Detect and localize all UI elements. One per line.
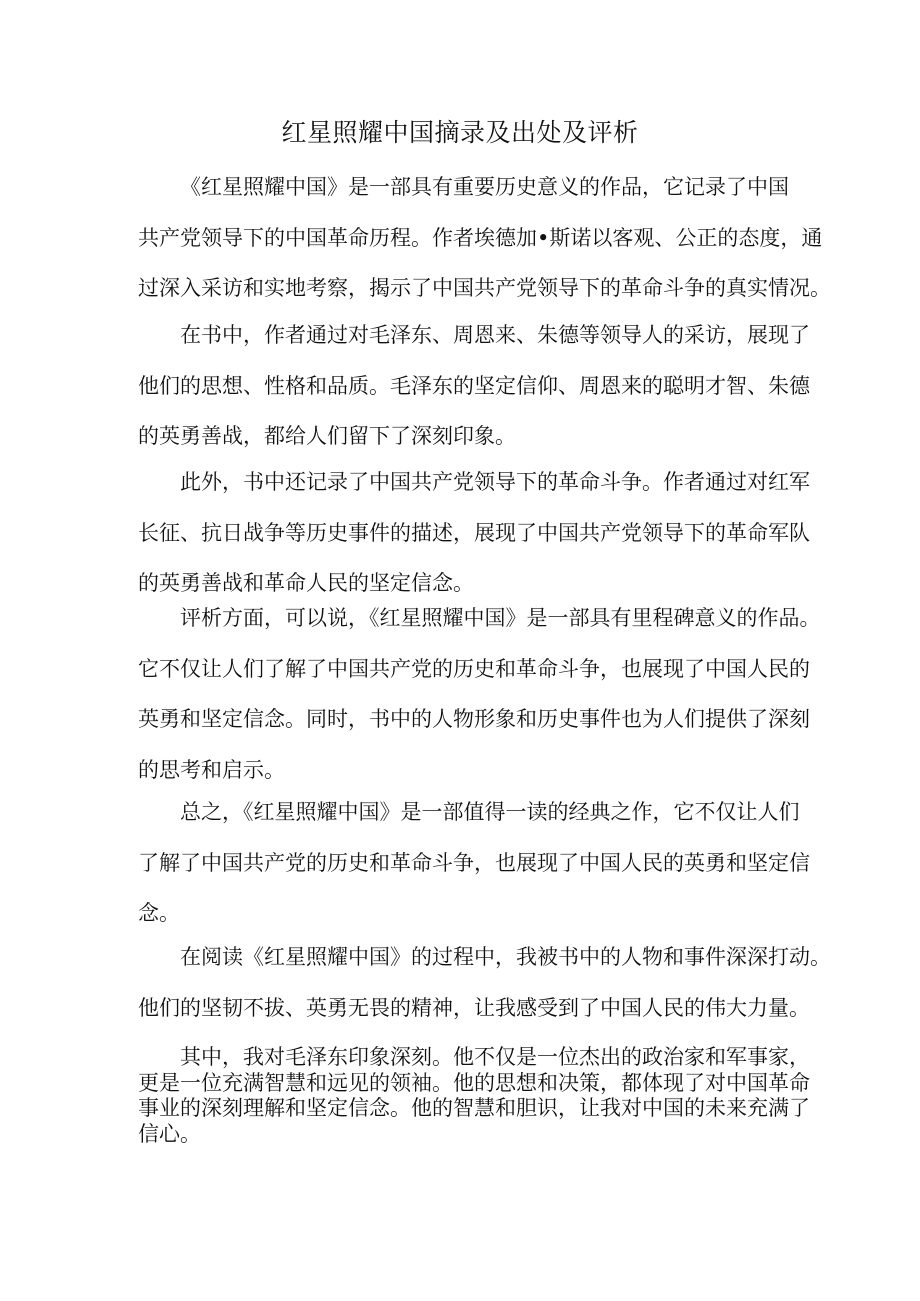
paragraph-line: 的英勇善战和革命人民的坚定信念。 [138, 571, 474, 595]
paragraph-line: 其中，我对毛泽东印象深刻。他不仅是一位杰出的政治家和军事家， [180, 1045, 810, 1069]
paragraph-line: 他们的思想、性格和品质。毛泽东的坚定信仰、周恩来的聪明才智、朱德 [138, 373, 810, 398]
paragraph-6 [138, 932, 831, 1033]
paragraph-line: 共产党领导下的中国革命历程。作者埃德加•斯诺以客观、公正的态度，通 [138, 225, 823, 250]
paragraph-line: 总之，《红星照耀中国》是一部值得一读的经典之作，它不仅让人们 [180, 800, 800, 824]
paragraph-line: 信心。 [138, 1121, 201, 1146]
paragraph-line: 《红星照耀中国》是一部具有重要历史意义的作品，它记录了中国 [180, 175, 789, 199]
paragraph-line: 英勇和坚定信念。同时，书中的人物形象和历史事件也为人们提供了深刻 [138, 707, 810, 731]
paragraph-line: 过深入采访和实地考察，揭示了中国共产党领导下的革命斗争的真实情况。 [138, 276, 831, 300]
paragraph-line: 事业的深刻理解和坚定信念。他的智慧和胆识，让我对中国的未来充满了 [138, 1096, 810, 1120]
paragraph-line: 了解了中国共产党的历史和革命斗争，也展现了中国人民的英勇和坚定信 [138, 850, 810, 875]
paragraph-line: 此外，书中还记录了中国共产党领导下的革命斗争。作者通过对红军 [180, 470, 810, 494]
paragraph-line: 念。 [138, 901, 180, 925]
paragraph-line: 在阅读《红星照耀中国》的过程中，我被书中的人物和事件深深打动。 [180, 945, 831, 969]
paragraph-2 [138, 310, 810, 462]
paragraph-line: 长征、抗日战争等历史事件的描述，展现了中国共产党领导下的革命军队 [138, 520, 810, 545]
paragraph-line: 的英勇善战，都给人们留下了深刻印象。 [138, 424, 516, 448]
paragraph-line: 的思考和启示。 [138, 757, 285, 782]
document-title: 红星照耀中国摘录及出处及评析 [281, 118, 639, 147]
paragraph-line: 评析方面，可以说，《红星照耀中国》是一部具有里程碑意义的作品。 [180, 606, 821, 630]
paragraph-5 [138, 787, 810, 939]
paragraph-7 [138, 1045, 810, 1147]
paragraph-line: 在书中，作者通过对毛泽东、周恩来、朱德等领导人的采访，展现了 [180, 323, 810, 347]
paragraph-line: 它不仅让人们了解了中国共产党的历史和革命斗争，也展现了中国人民的 [138, 656, 810, 681]
paragraph-1 [138, 162, 831, 314]
paragraph-line: 他们的坚韧不拔、英勇无畏的精神，让我感受到了中国人民的伟大力量。 [138, 995, 810, 1020]
paragraph-4 [138, 593, 821, 795]
paragraph-line: 更是一位充满智慧和远见的领袖。他的思想和决策，都体现了对中国革命 [138, 1070, 810, 1095]
paragraph-3 [138, 457, 810, 609]
